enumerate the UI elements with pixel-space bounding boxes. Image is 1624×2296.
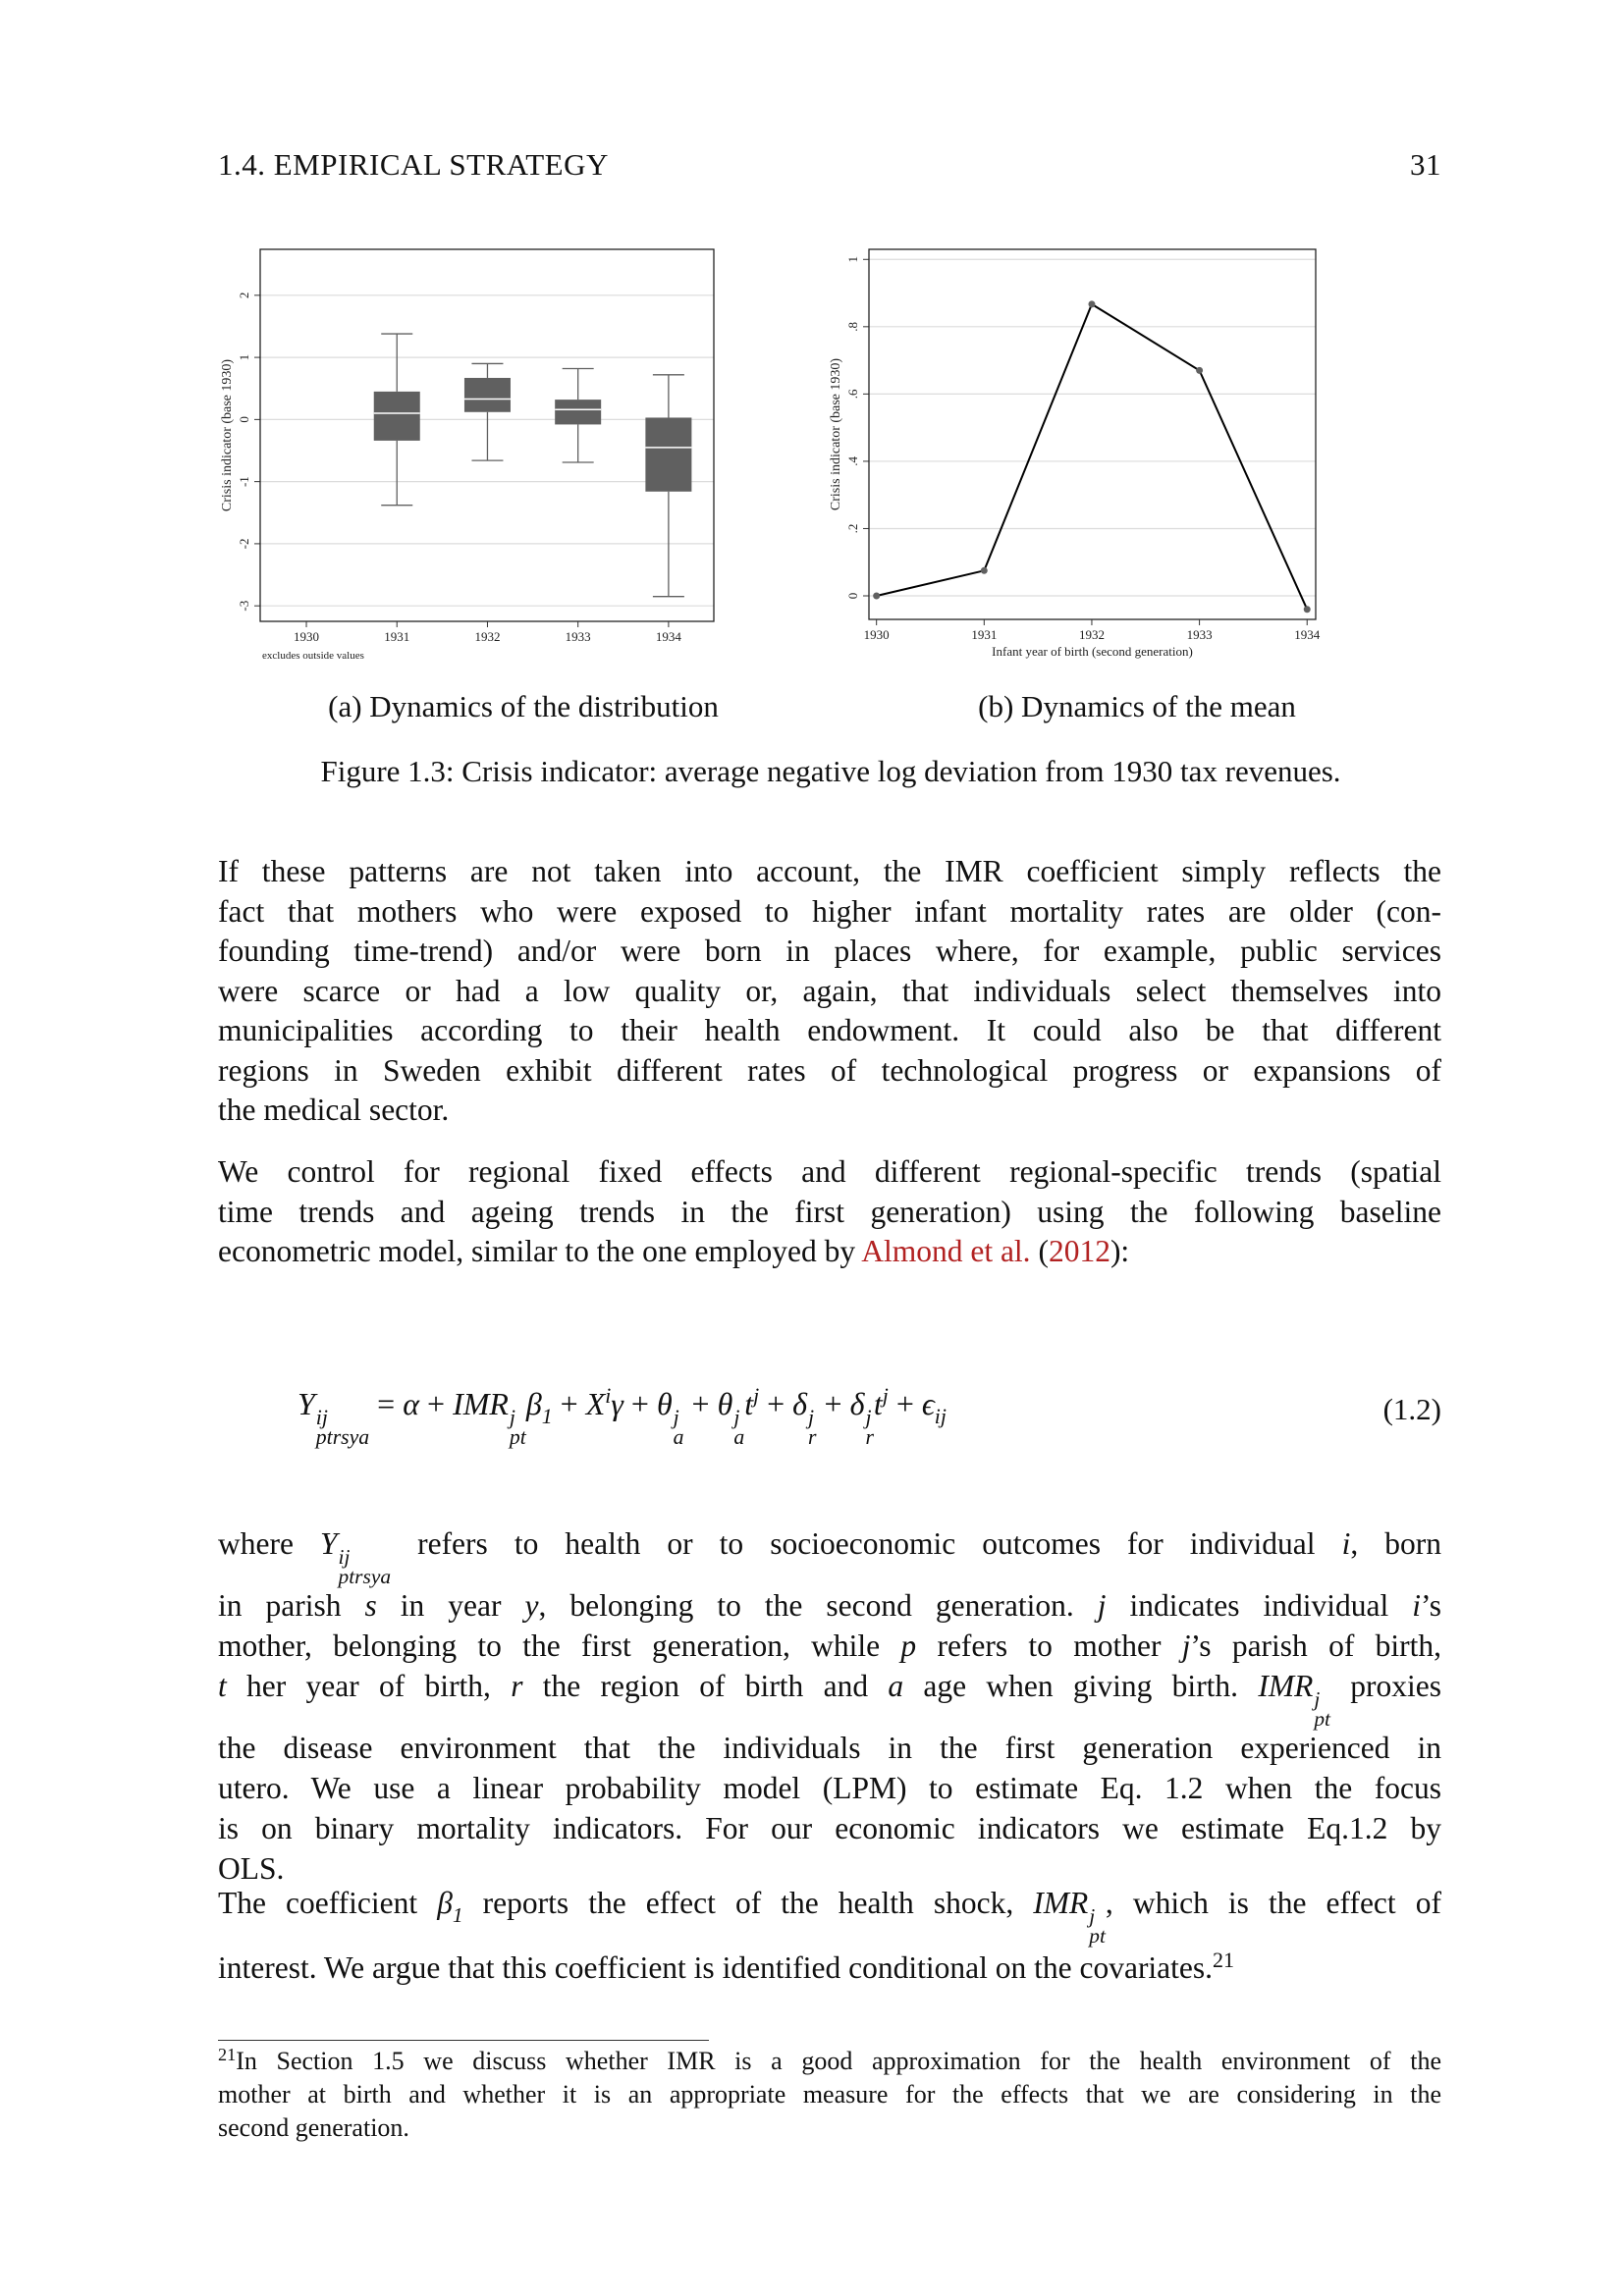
text-line [218,2111,1441,2145]
math-subscript: ptrsya [315,1425,370,1450]
text-run: , born [1350,1526,1441,1561]
text-run: refers to mother [916,1629,1182,1664]
math-subscript: pt [509,1425,526,1450]
text-run: ’s [1420,1588,1441,1624]
text-run: refers to health or to socioeconomic outcomes for individual [391,1526,1342,1561]
math-symbol [403,1386,419,1422]
footnote-marker: 21 [1213,1948,1235,1973]
math-base: α [403,1386,420,1421]
citation-link[interactable]: Almond et al. [861,1234,1031,1268]
math-base: β [437,1886,453,1920]
math-symbol [1342,1524,1351,1565]
math-base: t [873,1386,883,1421]
math-superscript: j [808,1405,815,1429]
x-tick-label: 1930 [294,629,320,644]
text-run: + [888,1386,922,1421]
math-base: p [900,1629,917,1664]
text-line [218,1627,1441,1667]
text-line [218,2078,1441,2111]
text-run: , belonging to the second generation. [538,1588,1098,1624]
text-run: time trends and ageing trends in the first generation) using the following baseline [218,1194,1441,1229]
math-superscript: j [1089,1903,1096,1928]
x-tick-label: 1930 [863,627,890,642]
box [645,417,691,491]
y-tick-label: .6 [845,389,860,400]
math-subscript: a [673,1425,684,1450]
paragraph [218,1881,1441,1991]
text-run: + [623,1386,657,1421]
box [374,392,420,441]
text-run: ( [1030,1234,1049,1268]
math-scripts [865,1405,874,1450]
text-run: second generation. [218,2113,409,2142]
paragraph [218,1152,1441,1272]
subcaption-b: (b) Dynamics of the mean [978,689,1296,723]
math-scripts [1314,1686,1330,1731]
text-run: where [218,1526,320,1561]
math-base: i [1341,1526,1351,1561]
math-base: X [585,1386,606,1421]
text-line [218,1586,1441,1627]
math-subscript: pt [1089,1923,1106,1948]
math-base: j [1181,1629,1191,1664]
math-superscript: j [753,1384,760,1409]
text-run: + [683,1386,718,1421]
text-run: + [759,1386,793,1421]
series-line [877,304,1308,610]
text-line [218,1091,1441,1131]
math-symbol [921,1386,947,1429]
y-tick-label: -3 [237,600,251,612]
math-subscript: 1 [541,1405,553,1429]
math-symbol [1033,1881,1106,1946]
math-scripts [315,1405,370,1450]
math-base: j [1097,1588,1107,1624]
x-tick-label: 1933 [565,629,591,644]
math-scripts [673,1405,684,1450]
running-header: 1.4. EMPIRICAL STRATEGY [218,147,609,182]
math-symbol [1182,1627,1191,1667]
data-point [981,567,988,574]
text-run: utero. We use a linear probability model (LPM) to estimate Eq. 1.2 when the focus [218,1771,1441,1806]
y-tick-label: .8 [845,321,860,332]
text-run: the region of birth and [522,1668,889,1703]
footnote-rule [218,2040,709,2041]
math-subscript: pt [1314,1706,1330,1731]
text-run: in year [376,1588,525,1624]
text-run: If these patterns are not taken into account, the IMR coefficient simply reflects the [218,854,1441,888]
math-base: IMR [453,1386,509,1421]
math-symbol [1412,1586,1421,1627]
math-symbol [365,1586,377,1627]
math-superscript: j [1314,1686,1321,1711]
math-base: β [525,1386,542,1421]
y-axis-label: Crisis indicator (base 1930) [829,357,843,511]
page-number: 31 [1410,147,1441,182]
figure-caption: Figure 1.3: Crisis indicator: average negative log deviation from 1930 tax revenues. [320,754,1341,788]
text-run: indicates individual [1106,1588,1413,1624]
text-run: founding time-trend) and/or were born in places where, for example, public services [218,934,1441,968]
math-scripts [338,1544,392,1588]
text-run: , which is the effect of [1105,1886,1441,1920]
math-subscript: a [733,1425,745,1450]
math-base: θ [656,1386,673,1421]
box-plot-chart [220,249,714,662]
text-run: fact that mothers who were exposed to higher infant mortality rates are older (con- [218,893,1441,929]
math-superscript: j [865,1405,872,1429]
text-line [218,1232,1441,1272]
math-base: r [511,1668,523,1703]
text-run: her year of birth, [226,1668,512,1703]
math-symbol [874,1386,889,1422]
math-symbol [888,1667,903,1707]
text-run: reports the effect of the health shock, [462,1886,1034,1920]
text-run: We control for regional fixed effects and different regional-specific trends (spatial [218,1154,1441,1189]
text-run: the disease environment that the individuals in the first generation experienced in [218,1731,1441,1766]
math-superscript: j [733,1405,740,1429]
text-line [218,1524,1441,1586]
text-run: proxies [1329,1668,1441,1703]
y-tick-label: .2 [845,523,860,534]
text-line [218,852,1441,892]
y-tick-label: 2 [237,292,251,299]
text-line [218,1152,1441,1193]
math-base: a [888,1668,904,1703]
math-symbol [453,1386,526,1448]
text-line [218,1011,1441,1051]
text-line [218,932,1441,972]
text-run: interest. We argue that this coefficient is identified conditional on the covariates. [218,1950,1214,1986]
text-run: age when giving birth. [903,1668,1259,1703]
equation-number: (1.2) [1382,1392,1441,1426]
math-symbol [718,1386,745,1448]
text-line [218,972,1441,1012]
text-run: In Section 1.5 we discuss whether IMR is a good approximation for the health environment of the [236,2047,1441,2075]
text-run: ): [1110,1234,1130,1268]
box [555,400,601,424]
math-symbol [320,1524,391,1586]
figure-charts [0,0,1624,687]
math-base: i [1412,1588,1421,1624]
x-tick-label: 1931 [384,629,410,644]
text-run: mother at birth and whether it is an appropriate measure for the effects that we are considering in the [218,2080,1441,2109]
math-superscript: ij [315,1405,328,1429]
text-run: + [419,1386,454,1421]
x-tick-label: 1934 [655,629,681,644]
x-tick-label: 1931 [971,627,998,642]
chart-note: excludes outside values [262,650,364,662]
text-line [218,1729,1441,1769]
math-base: Y [320,1526,338,1561]
text-run: municipalities according to their health endowment. It could also be that different [218,1013,1441,1047]
y-tick-label: 0 [237,416,251,423]
math-symbol [657,1386,684,1448]
math-symbol [900,1627,916,1667]
math-base: θ [717,1386,733,1421]
line-chart [829,249,1321,659]
text-run: The coefficient [218,1886,438,1920]
text-run: in parish [218,1588,365,1624]
math-base: ϵ [921,1386,935,1421]
math-symbol [792,1386,816,1448]
math-symbol [1258,1667,1330,1729]
math-scripts [509,1405,526,1450]
math-symbol [611,1386,623,1422]
text-line [218,1667,1441,1729]
x-tick-label: 1933 [1186,627,1213,642]
data-point [1196,367,1203,374]
y-axis-label: Crisis indicator (base 1930) [220,358,235,512]
text-run: ’s parish of birth, [1190,1629,1441,1664]
footnote [218,2045,1441,2145]
math-superscript: j [882,1384,889,1409]
paragraph [218,852,1441,1131]
text-run: mother, belonging to the first generation, while [218,1629,901,1664]
math-symbol [1098,1586,1107,1627]
data-point [873,593,880,600]
math-base: y [524,1588,539,1624]
math-base: δ [849,1386,865,1421]
text-line [218,1881,1441,1946]
text-line [218,2045,1441,2078]
math-subscript: ptrsya [338,1564,392,1588]
y-tick-label: 1 [237,353,251,361]
box [464,378,511,412]
text-run: regions in Sweden exhibit different rates of technological progress or expansions of [218,1052,1441,1088]
subcaption-a: (a) Dynamics of the distribution [328,689,719,723]
math-subscript: r [865,1425,874,1450]
data-point [1304,606,1311,613]
math-symbol [586,1386,612,1422]
paragraph [218,1524,1441,1889]
math-base: IMR [1033,1886,1089,1920]
y-tick-label: 1 [845,256,860,263]
text-run: were scarce or had a low quality or, again, that individuals select themselves into [218,973,1441,1008]
text-line [218,1946,1441,1991]
text-line [218,1809,1441,1849]
x-tick-label: 1932 [474,629,501,644]
math-symbol [850,1386,874,1448]
x-tick-label: 1934 [1294,627,1321,642]
math-superscript: j [673,1405,679,1429]
footnote-marker: 21 [218,2044,237,2064]
math-subscript: r [808,1425,817,1450]
math-base: IMR [1258,1668,1314,1703]
text-run: OLS. [218,1850,285,1886]
math-symbol [511,1667,522,1707]
text-run: = [369,1386,404,1421]
math-superscript: j [509,1405,515,1429]
math-superscript: ij [338,1544,351,1569]
math-subscript: 1 [452,1902,463,1927]
text-run: is on binary mortality indicators. For our economic indicators we estimate Eq.1.2 by [218,1810,1441,1845]
text-line [218,1193,1441,1233]
math-scripts [808,1405,817,1450]
math-base: δ [792,1386,808,1421]
math-symbol [525,1586,539,1627]
text-run: econometric model, similar to the one employed by [218,1234,862,1268]
math-symbol [218,1667,227,1707]
math-symbol [437,1881,462,1926]
text-run: + [816,1386,850,1421]
text-run: the medical sector. [218,1093,450,1127]
math-subscript: ij [934,1405,947,1429]
text-line [218,1051,1441,1092]
y-tick-label: -1 [237,476,251,488]
math-symbol [744,1386,759,1422]
math-base: γ [611,1386,623,1421]
y-tick-label: -2 [237,538,251,550]
math-base: t [744,1386,754,1421]
x-tick-label: 1932 [1078,627,1105,642]
y-tick-label: .4 [845,456,860,466]
data-point [1088,300,1095,307]
math-scripts [733,1405,745,1450]
math-base: s [364,1588,377,1624]
math-symbol [298,1386,369,1448]
text-line [218,892,1441,933]
math-scripts [1089,1903,1106,1948]
x-axis-label: Infant year of birth (second generation) [992,644,1193,659]
math-base: t [218,1668,227,1703]
citation-link[interactable]: 2012 [1048,1234,1110,1268]
math-symbol [525,1386,553,1429]
y-tick-label: 0 [845,592,860,600]
equation [298,1386,947,1448]
math-base: Y [298,1386,315,1421]
text-line [218,1769,1441,1809]
text-run: + [552,1386,586,1421]
math-superscript: i [605,1384,612,1409]
